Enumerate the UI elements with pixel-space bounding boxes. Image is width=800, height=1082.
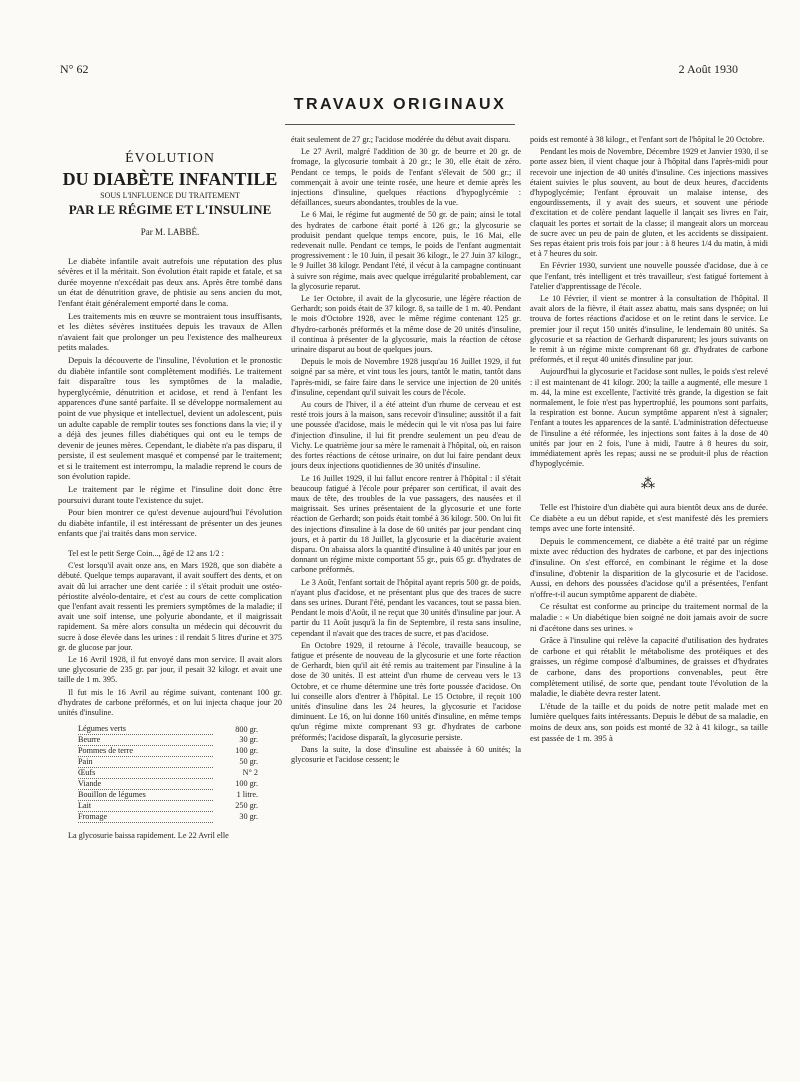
paragraph: Depuis la découverte de l'insuline, l'évolution et le pronostic du diabète infantile sont complètement modifiés. Le traitement fait disparaître tous les symptômes de la maladie, hyperglycémie, dénutrition et acidose, et rend à l'enfant les apparences d'une santé parfaite. Il se développe normalement au point de vue physique et intellectuel, devient un adolescent, puis un adulte capable de remplir toutes ses fonctions dans la vie; il y a déjà des jeunes filles diabétiques qui ont eu le temps de devenir de jeunes mères. Cependant, le diabète n'a pas disparu, il persiste, il est seulement masqué et compensé par le traitement; et si le traitement est interrompu, la maladie reprend le cours de son évolution rapide. [58, 354, 282, 482]
title-line-1: ÉVOLUTION [125, 151, 215, 166]
diet-quantity: 100 gr. [235, 746, 258, 756]
diet-quantity: 50 gr. [239, 757, 258, 767]
paragraph: Les traitements mis en œuvre se montraient tous insuffisants, et les diètes sévères instituées depuis les travaux de Allen n'avaient fait que prolonger un peu l'existence des malheureux petits malades. [58, 310, 282, 353]
paragraph: Le 16 Juillet 1929, il lui fallut encore rentrer à l'hôpital : il s'était beaucoup fatigué à l'école pour préparer son certificat, il avait des maux de tête, des troubles de la vue passagers, des nausées et il maigrissait. Ses urines présentaient de la glycosurie et une forte réaction de Gerhardt; son poids était tombé à 36 kilogr. 500. On lui fit des injections d'insuline à la dose de 60 unités par jour pendant cinq jours, et à partir du 18 Juillet, la glycosurie et la diacéturie avaient disparu. On abaissa alors la quantité d'insuline à 40 unités par jour en donnant un régime mixte comportant 55 gr., puis 65 gr. d'hydrates de carbone préformés. [291, 473, 521, 575]
diet-quantity: 30 gr. [239, 812, 258, 822]
paragraph: L'étude de la taille et du poids de notre petit malade met en lumière quelques faits intéressants. Depuis le début de sa maladie, en moins de deux ans, son poids est monté de 32 à 41 kilogr., sa taille est passée de 1 m. 395 à [530, 700, 768, 743]
paragraph: Le 1er Octobre, il avait de la glycosurie, une légère réaction de Gerhardt; son poids était de 37 kilogr. 8, sa taille de 1 m. 40. Pendant le mois d'Octobre 1928, avec le même régime contenant 125 gr. d'hydro-carbonés préformés et la même dose de 20 unités d'insuline, il continua à présenter de la glycosurie, mais la réaction de cétose urinaire disparut au bout de quelques jours. [291, 294, 521, 355]
title-line-3: SOUS L'INFLUENCE DU TRAITEMENT [100, 191, 240, 200]
paragraph: Le 27 Avril, malgré l'addition de 30 gr. de beurre et 20 gr. de fromage, la glycosurie tombait à 20 gr.; le 30, elle était de zéro. Pendant ce temps, le poids de l'enfant s'élevait de 500 gr.; il commençait à avoir une teinte rosée, une heure et demie après les injections d'insuline, quelques réactions d'hypoglycémie : défaillances, sueurs abondantes, troubles de la vue. [291, 147, 521, 208]
diet-row [78, 812, 258, 823]
paragraph: Pendant les mois de Novembre, Décembre 1929 et Janvier 1930, il se porte assez bien, il vient chaque jour à l'hôpital dans l'après-midi pour recevoir une injection de 40 unités d'insuline. Ces injections massives étaient suivies le plus souvent, au bout de deux heures, d'accidents d'hypoglycémie; l'enfant éprouvait un malaise intense, des engourdissements, il y avait des sueurs, et souvent une période d'excitation et de colère pendant laquelle il lançait ses livres en l'air, claquait les portes et sortait de la classe; il mangeait alors un morceau de sucre avec un peu de pain de gluten, et les accidents se dissipaient. Ses repas étaient pris trois fois par jour : à 8 heures 1/4 du matin, à midi et à 7 heures du soir. [530, 147, 768, 259]
paragraph: Le diabète infantile avait autrefois une réputation des plus sévères et il la méritait. Son évolution était rapide et fatale, et sa durée moyenne n'excédait pas deux ans. Après être tombé dans un état de dénutrition grave, de phtisie au sens ancien du mot, l'enfant était généralement emporté dans le coma. [58, 255, 282, 308]
paragraph: Le 6 Mai, le régime fut augmenté de 50 gr. de pain; ainsi le total des hydrates de carbone était porté à 126 gr.; la glycosurie se produisit pendant quelque temps encore, puis, le 16 Mai, elle redevenait nulle. Pendant ce temps, le poids de l'enfant augmentait progressivement : le 10 Juin, il pesait 36 kilogr., le 27 Juin 37 kilogr., le 9 Juillet 38 kilogr. Pendant l'été, il vécut à la campagne continuant à suivre son régime, mais avec quelque irrégularité probablement, car la glycosurie reparut. [291, 210, 521, 291]
paragraph: En Février 1930, survient une nouvelle poussée d'acidose, due à ce que l'enfant, très intelligent et très travailleur, s'est fatigué fortement à l'atelier d'apprentissage de l'école. [530, 261, 768, 291]
paragraph: Le 3 Août, l'enfant sortait de l'hôpital ayant repris 500 gr. de poids, n'ayant plus d'acidose, et ne présentant plus que des traces de sucre dans ses urines. Durant l'été, pendant les vacances, tout se passa bien. Pendant le mois d'Août, il ne reçut que 30 unités d'insuline par jour. A partir du 11 Août jusqu'à la fin de Septembre, il resta sans insuline, cependant il n'avait que des traces de sucre, et pas d'acidose. [291, 577, 521, 638]
title-rule [285, 124, 515, 125]
paragraph: La glycosurie baissa rapidement. Le 22 Avril elle [68, 831, 229, 841]
diet-row [78, 757, 258, 768]
diet-item: Bouillon de légumes [78, 790, 213, 801]
diet-row [78, 801, 258, 812]
diet-quantity: 100 gr. [235, 779, 258, 789]
column-3 [530, 135, 768, 1065]
diet-quantity: 250 gr. [235, 801, 258, 811]
diet-quantity: 800 gr. [235, 724, 258, 734]
diet-item: Œufs [78, 768, 213, 779]
paragraph: Il fut mis le 16 Avril au régime suivant, contenant 100 gr. d'hydrates de carbone préformés, et on lui injecta chaque jour 20 unités d'insuline. [58, 687, 282, 718]
paragraph: Tel est le petit Serge Coin..., âgé de 12 ans 1/2 : [68, 549, 224, 559]
diet-item: Lait [78, 801, 213, 812]
paragraph: Au cours de l'hiver, il a été atteint d'un rhume de cerveau et est resté trois jours à la maison, sans recevoir d'insuline; aussitôt il a fait une poussée d'acidose, mais le médecin qui le vit n'osa pas lui faire d'injection d'insuline, il lui fit prendre seulement un peu d'eau de Vichy. Le quatrième jour sa mère le ramenait à l'hôpital, où, en raison des fortes réactions de cétose urinaire, on dut lui faire pendant deux jours deux injections quotidiennes de 30 unités d'insuline. [291, 400, 521, 471]
paragraph: Telle est l'histoire d'un diabète qui aura bientôt deux ans de durée. Ce diabète a eu un début rapide, et s'est manifesté dès les premiers temps avec une forte intensité. [530, 502, 768, 534]
author: Par M. LABBÉ. [140, 227, 200, 237]
diet-item: Pommes de terre [78, 746, 213, 757]
diet-table [78, 724, 258, 823]
column-2 [291, 135, 521, 1065]
paragraph: Aujourd'hui la glycosurie et l'acidose sont nulles, le poids s'est relevé : il est maintenant de 41 kilogr. 200; la taille a augmenté, elle mesure 1 m. 44, la mine est excellente, l'activité très grande, la digestion se fait normalement, le foie n'est pas hypertrophié, les poumons sont parfaits, la respiration est bonne. Aucun symptôme apparent n'est à signaler; l'enfant a toutes les apparences de la santé. L'administration défectueuse de l'insuline a été réformée, les injections sont faites à la dose de 40 unités par jour en 2 fois, l'une à midi, l'autre à 8 heures du soir, immédiatement après les repas; aussi ne se produit-il plus de réaction d'hypoglycémie. [530, 367, 768, 469]
diet-item: Pain [78, 757, 213, 768]
article-title [58, 150, 282, 238]
paragraph: Le traitement par le régime et l'insuline doit donc être poursuivi durant toute l'existence du sujet. [58, 484, 282, 505]
paragraph: Depuis le mois de Novembre 1928 jusqu'au 16 Juillet 1929, il fut soigné par sa mère, et vint tous les jours, tantôt le matin, tantôt dans l'après-midi, se faire faire dans le service une injection de 20 unités d'insuline, cependant qu'il suivait les cours de l'école. [291, 357, 521, 397]
title-line-4: PAR LE RÉGIME ET L'INSULINE [68, 202, 272, 217]
section-separator: ⁂ [641, 476, 657, 492]
paragraph: poids est remonté à 38 kilogr., et l'enfant sort de l'hôpital le 20 Octobre. [530, 135, 765, 144]
diet-row [78, 746, 258, 757]
paragraph: Le 16 Avril 1928, il fut envoyé dans mon service. Il avait alors une glycosurie de 235 gr. par jour, il pesait 32 kilogr. et avait une taille de 1 m. 395. [58, 655, 282, 685]
diet-quantity: N° 2 [242, 768, 258, 778]
diet-item: Fromage [78, 812, 213, 823]
paragraph: Grâce à l'insuline qui relève la capacité d'utilisation des hydrates de carbone et qui rétablit le métabolisme des protéiques et des graisses, un régime composé d'albumines, de graisses et d'hydrates de carbone, dans des proportions convenables, peut être complètement utilisé, de sorte que, pendant toute l'évolution de la maladie, le diabète devra rester latent. [530, 635, 768, 699]
diet-quantity: 1 litre. [236, 790, 258, 800]
paragraph: En Octobre 1929, il retourne à l'école, travaille beaucoup, se fatigue et présente de nouveau de la glycosurie et une forte réaction de Gerhardt, bien qu'il ait été remis au traitement par l'insuline à la dose de 30 unités. Il est atteint d'un rhume de cerveau vers le 13 Octobre, et ce rhume détermine une très forte poussée d'acidose. On lui conseille alors d'entrer à l'hôpital. Le 15 Octobre, il reçoit 100 unités d'insuline dans les 24 heures, la glycosurie et l'acidose diminuent. Le 16, on lui donne 160 unités d'insuline, en même temps qu'un régime mixte comprenant 93 gr. d'hydrates de carbone préformés; l'acidose disparaît, la glycosurie persiste. [291, 640, 521, 742]
paragraph: Pour bien montrer ce qu'est devenue aujourd'hui l'évolution du diabète infantile, il est intéressant de présenter un des jeunes enfants que j'ai traités dans mon service. [58, 507, 282, 539]
diet-quantity: 30 gr. [239, 735, 258, 745]
issue-date: 2 Août 1930 [678, 62, 738, 76]
paragraph: Dans la suite, la dose d'insuline est abaissée à 60 unités; la glycosurie et l'acidose cessent; le [291, 744, 521, 764]
diet-row [78, 735, 258, 746]
diet-row [78, 724, 258, 735]
paragraph: Ce résultat est conforme au principe du traitement normal de la maladie : « Un diabétique bien soigné ne doit jamais avoir de sucre ni d'acétone dans ses urines. » [530, 601, 768, 633]
diet-row [78, 790, 258, 801]
diet-row [78, 768, 258, 779]
column-1 [58, 150, 282, 1070]
title-line-2: DU DIABÈTE INFANTILE [62, 169, 278, 189]
paragraph: Le 10 Février, il vient se montrer à la consultation de l'hôpital. Il avait alors de la fièvre, il était assez abattu, mais sans dyspnée; on lui trouva de fortes réactions d'acidose et on le retint dans le service. Le premier jour il reçut 150 unités d'insuline, le lendemain 80 unités. Sa glycosurie et sa réaction de Gerhardt disparurent; les jours suivants on le remit à un régime mixte comprenant 68 gr. d'hydrates de carbone préformés, et il reçut 40 unités d'insuline par jour. [530, 294, 768, 365]
diet-item: Viande [78, 779, 213, 790]
section-title: TRAVAUX ORIGINAUX [293, 96, 507, 113]
diet-row [78, 779, 258, 790]
paragraph: était seulement de 27 gr.; l'acidose modérée du début avait disparu. [291, 135, 511, 144]
diet-item: Beurre [78, 735, 213, 746]
paragraph: Depuis le commencement, ce diabète a été traité par un régime mixte avec réduction des hydrates de carbone, et par des injections d'insuline. On s'est efforcé, en combinant le régime et la dose d'insuline, d'obtenir la disparition de la glycosurie et de l'acidose. Aussi, en dehors des poussées d'acidose qu'il a présentées, l'enfant n'offre-t-il aucun symptôme apparent de diabète. [530, 535, 768, 599]
issue-number: N° 62 [60, 62, 89, 76]
paragraph: C'est lorsqu'il avait onze ans, en Mars 1928, que son diabète a débuté. Quelque temps auparavant, il avait souffert des dents, et on avait dû lui arracher une dent cariée : il s'était produit une ostéo-périostite alvéolo-dentaire, et c'est au cours de cette complication que l'enfant avait ressenti les premiers symptômes de la maladie; il avait une soif intense, une polyurie abondante, et il maigrissait rapidement. Sa mère alors consulta un médecin qui découvrit du sucre à dose élevée dans les urines : il rendait 5 litres d'urine et 375 gr. de glucose par jour. [58, 561, 282, 652]
diet-item: Légumes verts [78, 724, 213, 735]
